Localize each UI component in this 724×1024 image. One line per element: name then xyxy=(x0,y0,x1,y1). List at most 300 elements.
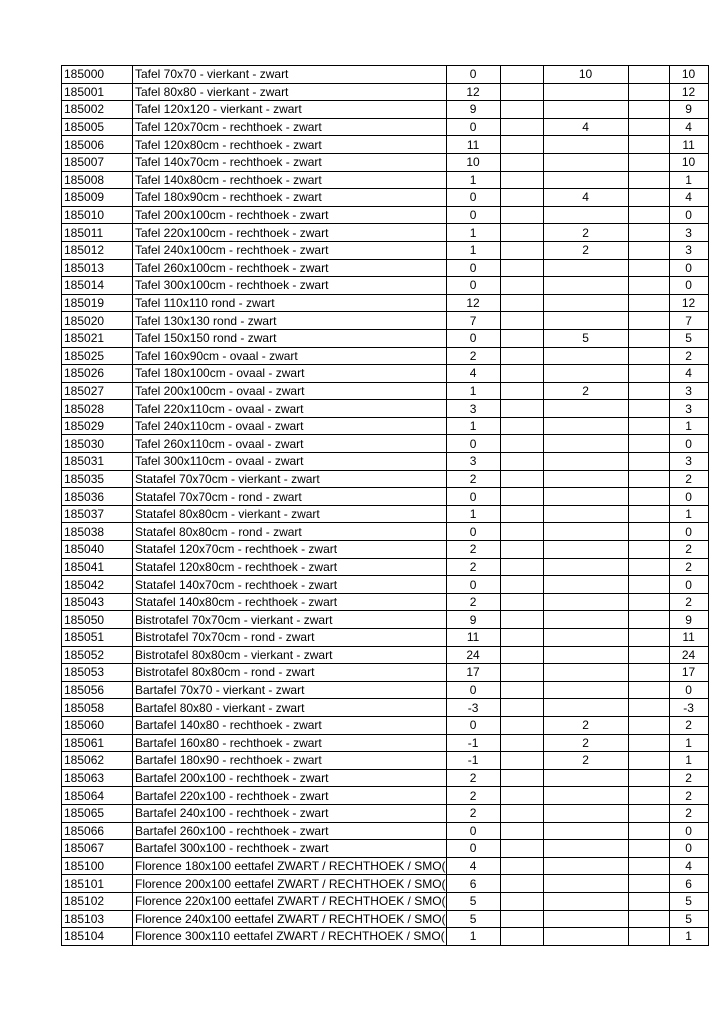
article-number-cell: 185031 xyxy=(62,453,133,471)
empty-cell-1 xyxy=(500,892,543,910)
total-cell: 0 xyxy=(669,840,708,858)
table-row xyxy=(62,136,709,154)
stock-cell: 3 xyxy=(446,400,500,418)
incoming-cell xyxy=(543,365,628,383)
article-number-cell: 185104 xyxy=(62,928,133,946)
table-row xyxy=(62,206,709,224)
article-number-cell: 185000 xyxy=(62,66,133,84)
description-cell: Tafel 120x80cm - rechthoek - zwart xyxy=(133,136,447,154)
empty-cell-1 xyxy=(500,716,543,734)
incoming-cell: 2 xyxy=(543,752,628,770)
empty-cell-2 xyxy=(628,136,669,154)
empty-cell-2 xyxy=(628,892,669,910)
stock-cell: 12 xyxy=(446,294,500,312)
table-row xyxy=(62,382,709,400)
stock-cell: 1 xyxy=(446,928,500,946)
table-row xyxy=(62,910,709,928)
inventory-table-body xyxy=(62,66,709,946)
table-row xyxy=(62,752,709,770)
article-number-cell: 185030 xyxy=(62,435,133,453)
empty-cell-2 xyxy=(628,576,669,594)
stock-cell: 1 xyxy=(446,505,500,523)
table-row xyxy=(62,470,709,488)
incoming-cell xyxy=(543,153,628,171)
stock-cell: -1 xyxy=(446,734,500,752)
table-row xyxy=(62,576,709,594)
article-number-cell: 185100 xyxy=(62,857,133,875)
empty-cell-1 xyxy=(500,558,543,576)
article-number-cell: 185002 xyxy=(62,101,133,119)
description-cell: Tafel 300x110cm - ovaal - zwart xyxy=(133,453,447,471)
empty-cell-2 xyxy=(628,646,669,664)
total-cell: 2 xyxy=(669,347,708,365)
article-number-cell: 185006 xyxy=(62,136,133,154)
empty-cell-1 xyxy=(500,593,543,611)
description-cell: Bartafel 200x100 - rechthoek - zwart xyxy=(133,769,447,787)
stock-cell: 1 xyxy=(446,224,500,242)
description-cell: Tafel 240x100cm - rechthoek - zwart xyxy=(133,241,447,259)
stock-cell: 0 xyxy=(446,716,500,734)
article-number-cell: 185067 xyxy=(62,840,133,858)
description-cell: Tafel 300x100cm - rechthoek - zwart xyxy=(133,277,447,295)
table-row xyxy=(62,365,709,383)
stock-cell: 24 xyxy=(446,646,500,664)
incoming-cell xyxy=(543,488,628,506)
article-number-cell: 185029 xyxy=(62,417,133,435)
description-cell: Tafel 240x110cm - ovaal - zwart xyxy=(133,417,447,435)
stock-cell: 5 xyxy=(446,910,500,928)
article-number-cell: 185101 xyxy=(62,875,133,893)
description-cell: Tafel 130x130 rond - zwart xyxy=(133,312,447,330)
stock-cell: 9 xyxy=(446,101,500,119)
incoming-cell xyxy=(543,171,628,189)
incoming-cell xyxy=(543,804,628,822)
incoming-cell xyxy=(543,83,628,101)
empty-cell-1 xyxy=(500,189,543,207)
total-cell: 3 xyxy=(669,382,708,400)
table-row xyxy=(62,681,709,699)
description-cell: Statafel 80x80cm - rond - zwart xyxy=(133,523,447,541)
total-cell: 3 xyxy=(669,224,708,242)
empty-cell-2 xyxy=(628,189,669,207)
description-cell: Statafel 70x70cm - rond - zwart xyxy=(133,488,447,506)
empty-cell-2 xyxy=(628,241,669,259)
total-cell: 0 xyxy=(669,206,708,224)
table-row xyxy=(62,259,709,277)
empty-cell-1 xyxy=(500,329,543,347)
description-cell: Tafel 160x90cm - ovaal - zwart xyxy=(133,347,447,365)
article-number-cell: 185040 xyxy=(62,541,133,559)
total-cell: 0 xyxy=(669,277,708,295)
article-number-cell: 185062 xyxy=(62,752,133,770)
table-row xyxy=(62,294,709,312)
total-cell: 2 xyxy=(669,804,708,822)
table-row xyxy=(62,277,709,295)
table-row xyxy=(62,734,709,752)
stock-cell: 11 xyxy=(446,629,500,647)
empty-cell-2 xyxy=(628,593,669,611)
incoming-cell: 2 xyxy=(543,734,628,752)
article-number-cell: 185051 xyxy=(62,629,133,647)
article-number-cell: 185005 xyxy=(62,118,133,136)
incoming-cell xyxy=(543,928,628,946)
article-number-cell: 185026 xyxy=(62,365,133,383)
empty-cell-1 xyxy=(500,822,543,840)
stock-cell: 9 xyxy=(446,611,500,629)
incoming-cell xyxy=(543,840,628,858)
stock-cell: 0 xyxy=(446,488,500,506)
empty-cell-1 xyxy=(500,347,543,365)
description-cell: Florence 300x110 eettafel ZWART / RECHTHOEK / SMO( xyxy=(133,928,447,946)
table-row xyxy=(62,928,709,946)
empty-cell-2 xyxy=(628,365,669,383)
empty-cell-2 xyxy=(628,435,669,453)
incoming-cell xyxy=(543,875,628,893)
total-cell: 10 xyxy=(669,153,708,171)
table-row xyxy=(62,347,709,365)
table-row xyxy=(62,453,709,471)
empty-cell-1 xyxy=(500,840,543,858)
article-number-cell: 185035 xyxy=(62,470,133,488)
empty-cell-1 xyxy=(500,400,543,418)
article-number-cell: 185001 xyxy=(62,83,133,101)
table-row xyxy=(62,699,709,717)
table-row xyxy=(62,329,709,347)
total-cell: 10 xyxy=(669,66,708,84)
table-row xyxy=(62,523,709,541)
description-cell: Tafel 200x100cm - ovaal - zwart xyxy=(133,382,447,400)
empty-cell-1 xyxy=(500,417,543,435)
empty-cell-1 xyxy=(500,875,543,893)
article-number-cell: 185052 xyxy=(62,646,133,664)
empty-cell-1 xyxy=(500,470,543,488)
incoming-cell xyxy=(543,101,628,119)
empty-cell-1 xyxy=(500,576,543,594)
table-row xyxy=(62,769,709,787)
empty-cell-1 xyxy=(500,910,543,928)
incoming-cell xyxy=(543,822,628,840)
description-cell: Tafel 260x100cm - rechthoek - zwart xyxy=(133,259,447,277)
stock-cell: 0 xyxy=(446,118,500,136)
table-row xyxy=(62,488,709,506)
empty-cell-1 xyxy=(500,646,543,664)
total-cell: 0 xyxy=(669,259,708,277)
stock-cell: 0 xyxy=(446,259,500,277)
empty-cell-1 xyxy=(500,294,543,312)
empty-cell-2 xyxy=(628,857,669,875)
table-row xyxy=(62,840,709,858)
empty-cell-2 xyxy=(628,558,669,576)
table-row xyxy=(62,312,709,330)
article-number-cell: 185053 xyxy=(62,664,133,682)
total-cell: 6 xyxy=(669,875,708,893)
empty-cell-1 xyxy=(500,928,543,946)
article-number-cell: 185036 xyxy=(62,488,133,506)
stock-cell: 0 xyxy=(446,329,500,347)
table-row xyxy=(62,101,709,119)
empty-cell-1 xyxy=(500,804,543,822)
empty-cell-1 xyxy=(500,453,543,471)
empty-cell-2 xyxy=(628,822,669,840)
total-cell: 7 xyxy=(669,312,708,330)
empty-cell-2 xyxy=(628,382,669,400)
article-number-cell: 185019 xyxy=(62,294,133,312)
incoming-cell xyxy=(543,892,628,910)
total-cell: 24 xyxy=(669,646,708,664)
stock-cell: -3 xyxy=(446,699,500,717)
total-cell: 17 xyxy=(669,664,708,682)
table-row xyxy=(62,857,709,875)
article-number-cell: 185012 xyxy=(62,241,133,259)
table-row xyxy=(62,629,709,647)
stock-cell: 2 xyxy=(446,804,500,822)
empty-cell-2 xyxy=(628,66,669,84)
total-cell: 12 xyxy=(669,294,708,312)
incoming-cell xyxy=(543,417,628,435)
empty-cell-1 xyxy=(500,206,543,224)
stock-cell: 2 xyxy=(446,470,500,488)
total-cell: 2 xyxy=(669,787,708,805)
total-cell: -3 xyxy=(669,699,708,717)
empty-cell-1 xyxy=(500,312,543,330)
total-cell: 1 xyxy=(669,928,708,946)
stock-cell: 0 xyxy=(446,435,500,453)
empty-cell-1 xyxy=(500,277,543,295)
stock-cell: 0 xyxy=(446,206,500,224)
stock-cell: 7 xyxy=(446,312,500,330)
incoming-cell: 2 xyxy=(543,241,628,259)
article-number-cell: 185065 xyxy=(62,804,133,822)
article-number-cell: 185041 xyxy=(62,558,133,576)
description-cell: Bartafel 70x70 - vierkant - zwart xyxy=(133,681,447,699)
empty-cell-1 xyxy=(500,171,543,189)
description-cell: Tafel 80x80 - vierkant - zwart xyxy=(133,83,447,101)
description-cell: Bartafel 260x100 - rechthoek - zwart xyxy=(133,822,447,840)
empty-cell-2 xyxy=(628,681,669,699)
empty-cell-1 xyxy=(500,699,543,717)
description-cell: Statafel 140x80cm - rechthoek - zwart xyxy=(133,593,447,611)
empty-cell-1 xyxy=(500,523,543,541)
empty-cell-1 xyxy=(500,769,543,787)
total-cell: 4 xyxy=(669,857,708,875)
empty-cell-2 xyxy=(628,875,669,893)
stock-cell: 0 xyxy=(446,523,500,541)
total-cell: 11 xyxy=(669,629,708,647)
stock-cell: 0 xyxy=(446,576,500,594)
incoming-cell xyxy=(543,593,628,611)
incoming-cell xyxy=(543,558,628,576)
empty-cell-1 xyxy=(500,664,543,682)
empty-cell-2 xyxy=(628,118,669,136)
incoming-cell xyxy=(543,769,628,787)
incoming-cell xyxy=(543,664,628,682)
stock-cell: 3 xyxy=(446,453,500,471)
description-cell: Tafel 140x70cm - rechthoek - zwart xyxy=(133,153,447,171)
incoming-cell: 4 xyxy=(543,189,628,207)
description-cell: Bartafel 180x90 - rechthoek - zwart xyxy=(133,752,447,770)
stock-cell: -1 xyxy=(446,752,500,770)
description-cell: Bistrotafel 70x70cm - rond - zwart xyxy=(133,629,447,647)
article-number-cell: 185064 xyxy=(62,787,133,805)
empty-cell-2 xyxy=(628,417,669,435)
incoming-cell xyxy=(543,541,628,559)
empty-cell-2 xyxy=(628,171,669,189)
empty-cell-2 xyxy=(628,101,669,119)
incoming-cell: 5 xyxy=(543,329,628,347)
empty-cell-2 xyxy=(628,505,669,523)
description-cell: Tafel 180x90cm - rechthoek - zwart xyxy=(133,189,447,207)
empty-cell-1 xyxy=(500,153,543,171)
stock-cell: 2 xyxy=(446,558,500,576)
description-cell: Tafel 260x110cm - ovaal - zwart xyxy=(133,435,447,453)
stock-cell: 2 xyxy=(446,769,500,787)
table-row xyxy=(62,83,709,101)
empty-cell-2 xyxy=(628,699,669,717)
article-number-cell: 185060 xyxy=(62,716,133,734)
description-cell: Tafel 200x100cm - rechthoek - zwart xyxy=(133,206,447,224)
article-number-cell: 185025 xyxy=(62,347,133,365)
empty-cell-2 xyxy=(628,716,669,734)
article-number-cell: 185050 xyxy=(62,611,133,629)
incoming-cell xyxy=(543,312,628,330)
empty-cell-2 xyxy=(628,523,669,541)
incoming-cell xyxy=(543,576,628,594)
total-cell: 5 xyxy=(669,329,708,347)
table-row xyxy=(62,664,709,682)
stock-cell: 12 xyxy=(446,83,500,101)
incoming-cell xyxy=(543,435,628,453)
empty-cell-1 xyxy=(500,259,543,277)
incoming-cell xyxy=(543,910,628,928)
table-row xyxy=(62,541,709,559)
total-cell: 9 xyxy=(669,101,708,119)
stock-cell: 2 xyxy=(446,541,500,559)
empty-cell-2 xyxy=(628,329,669,347)
total-cell: 1 xyxy=(669,505,708,523)
incoming-cell: 4 xyxy=(543,118,628,136)
total-cell: 5 xyxy=(669,910,708,928)
stock-cell: 1 xyxy=(446,382,500,400)
description-cell: Tafel 70x70 - vierkant - zwart xyxy=(133,66,447,84)
total-cell: 5 xyxy=(669,892,708,910)
description-cell: Statafel 140x70cm - rechthoek - zwart xyxy=(133,576,447,594)
stock-cell: 5 xyxy=(446,892,500,910)
article-number-cell: 185042 xyxy=(62,576,133,594)
incoming-cell xyxy=(543,787,628,805)
table-row xyxy=(62,558,709,576)
article-number-cell: 185037 xyxy=(62,505,133,523)
incoming-cell xyxy=(543,629,628,647)
stock-cell: 2 xyxy=(446,787,500,805)
stock-cell: 0 xyxy=(446,66,500,84)
empty-cell-1 xyxy=(500,365,543,383)
empty-cell-2 xyxy=(628,206,669,224)
article-number-cell: 185013 xyxy=(62,259,133,277)
description-cell: Bartafel 160x80 - rechthoek - zwart xyxy=(133,734,447,752)
incoming-cell: 2 xyxy=(543,382,628,400)
incoming-cell xyxy=(543,136,628,154)
article-number-cell: 185008 xyxy=(62,171,133,189)
total-cell: 2 xyxy=(669,541,708,559)
incoming-cell xyxy=(543,470,628,488)
empty-cell-2 xyxy=(628,787,669,805)
article-number-cell: 185020 xyxy=(62,312,133,330)
stock-cell: 0 xyxy=(446,277,500,295)
article-number-cell: 185066 xyxy=(62,822,133,840)
description-cell: Florence 220x100 eettafel ZWART / RECHTHOEK / SMO( xyxy=(133,892,447,910)
stock-cell: 0 xyxy=(446,681,500,699)
incoming-cell xyxy=(543,611,628,629)
total-cell: 3 xyxy=(669,400,708,418)
stock-cell: 2 xyxy=(446,593,500,611)
total-cell: 3 xyxy=(669,453,708,471)
incoming-cell xyxy=(543,259,628,277)
table-row xyxy=(62,435,709,453)
stock-cell: 17 xyxy=(446,664,500,682)
table-row xyxy=(62,505,709,523)
table-row xyxy=(62,822,709,840)
incoming-cell xyxy=(543,347,628,365)
empty-cell-1 xyxy=(500,611,543,629)
total-cell: 2 xyxy=(669,769,708,787)
empty-cell-2 xyxy=(628,347,669,365)
incoming-cell: 10 xyxy=(543,66,628,84)
stock-cell: 1 xyxy=(446,241,500,259)
table-row xyxy=(62,892,709,910)
description-cell: Bistrotafel 80x80cm - rond - zwart xyxy=(133,664,447,682)
empty-cell-1 xyxy=(500,629,543,647)
incoming-cell xyxy=(543,453,628,471)
article-number-cell: 185021 xyxy=(62,329,133,347)
empty-cell-2 xyxy=(628,83,669,101)
total-cell: 4 xyxy=(669,118,708,136)
description-cell: Bartafel 300x100 - rechthoek - zwart xyxy=(133,840,447,858)
total-cell: 1 xyxy=(669,171,708,189)
empty-cell-2 xyxy=(628,804,669,822)
empty-cell-2 xyxy=(628,734,669,752)
article-number-cell: 185063 xyxy=(62,769,133,787)
description-cell: Bistrotafel 70x70cm - vierkant - zwart xyxy=(133,611,447,629)
empty-cell-2 xyxy=(628,752,669,770)
table-row xyxy=(62,716,709,734)
incoming-cell xyxy=(543,206,628,224)
empty-cell-2 xyxy=(628,312,669,330)
description-cell: Statafel 120x70cm - rechthoek - zwart xyxy=(133,541,447,559)
total-cell: 4 xyxy=(669,189,708,207)
article-number-cell: 185103 xyxy=(62,910,133,928)
description-cell: Tafel 220x110cm - ovaal - zwart xyxy=(133,400,447,418)
incoming-cell xyxy=(543,681,628,699)
incoming-cell xyxy=(543,277,628,295)
stock-cell: 0 xyxy=(446,189,500,207)
stock-cell: 4 xyxy=(446,857,500,875)
empty-cell-2 xyxy=(628,769,669,787)
empty-cell-2 xyxy=(628,840,669,858)
table-row xyxy=(62,787,709,805)
incoming-cell xyxy=(543,646,628,664)
total-cell: 0 xyxy=(669,576,708,594)
total-cell: 11 xyxy=(669,136,708,154)
incoming-cell xyxy=(543,294,628,312)
table-row xyxy=(62,66,709,84)
article-number-cell: 185011 xyxy=(62,224,133,242)
table-row xyxy=(62,153,709,171)
table-row xyxy=(62,417,709,435)
empty-cell-1 xyxy=(500,83,543,101)
description-cell: Bartafel 220x100 - rechthoek - zwart xyxy=(133,787,447,805)
empty-cell-1 xyxy=(500,505,543,523)
description-cell: Florence 200x100 eettafel ZWART / RECHTHOEK / SMO( xyxy=(133,875,447,893)
